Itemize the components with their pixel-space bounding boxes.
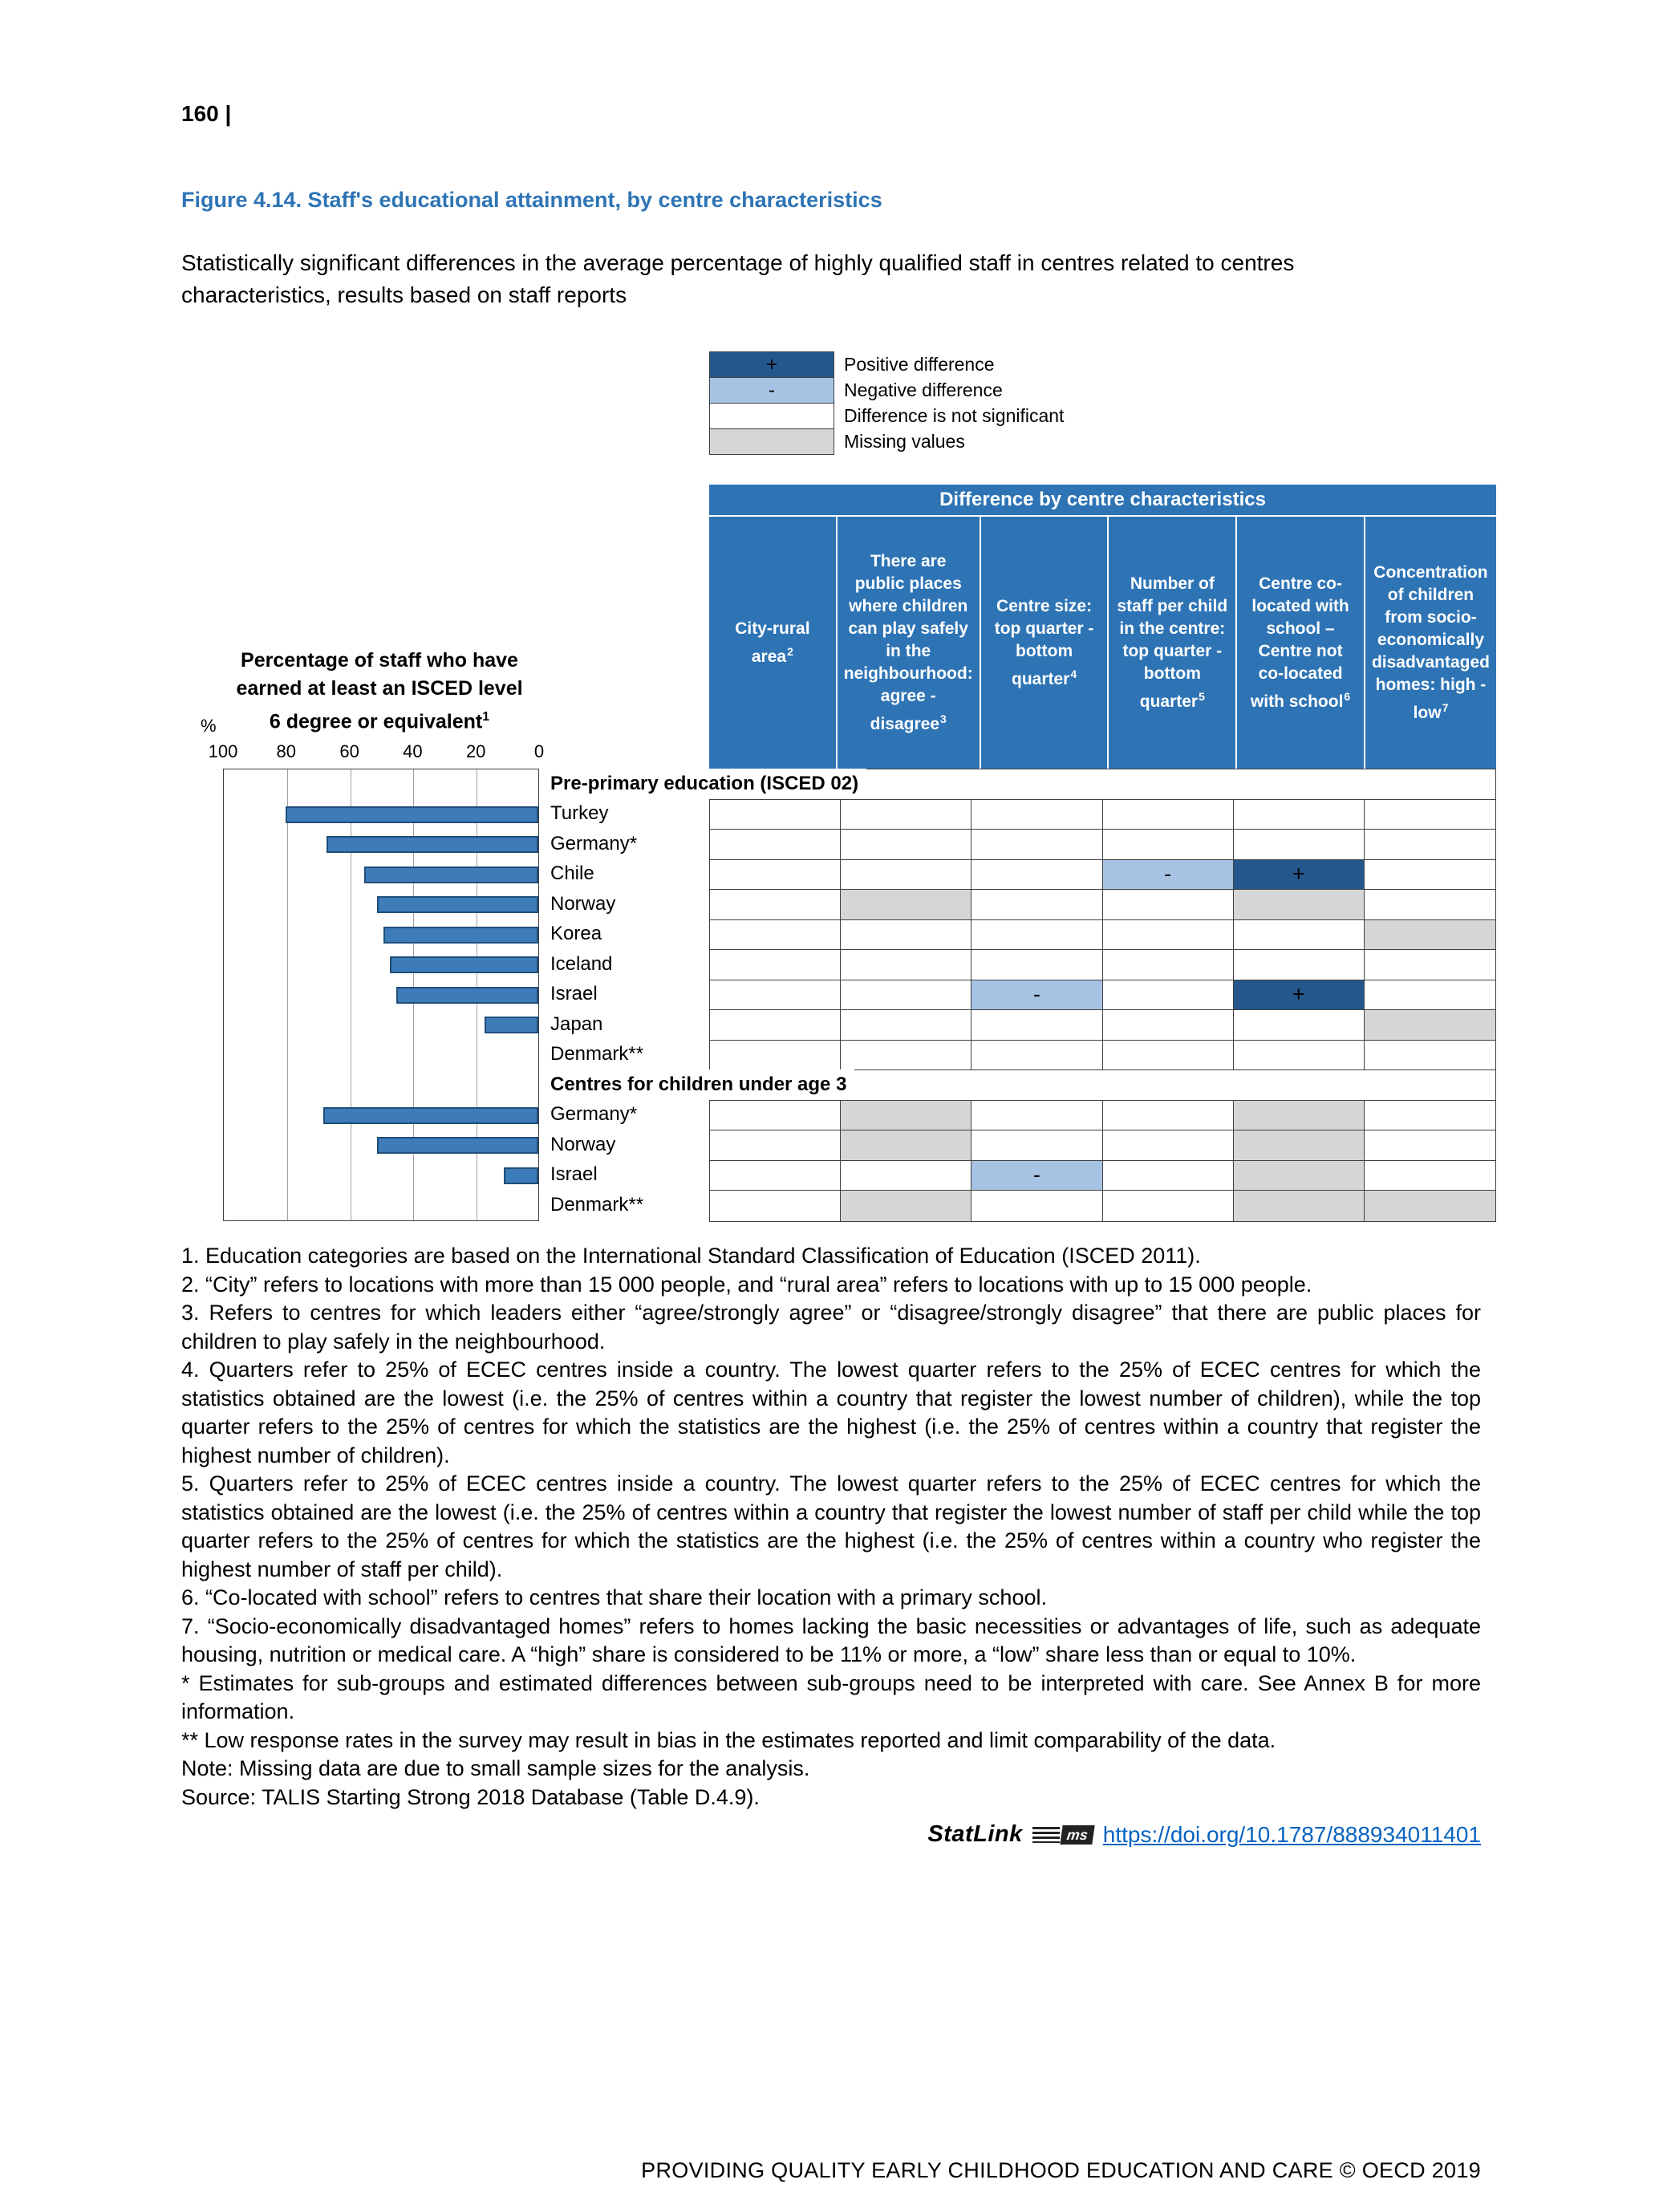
chart-axis-title <box>229 647 529 736</box>
column-header-text: Centre size: top quarter - bottom quarter <box>994 596 1094 688</box>
bar-chile <box>364 867 538 883</box>
page-footer: PROVIDING QUALITY EARLY CHILDHOOD EDUCATION AND CARE © OECD 2019 <box>641 2158 1481 2182</box>
axis-unit-label: % <box>201 716 217 736</box>
diff-cell <box>1103 980 1234 1011</box>
footnote-marker: 1 <box>482 710 490 724</box>
footnote: 2. “City” refers to locations with more than 15 000 people, and “rural area” refers to locations with up to 15 000 people. <box>181 1272 1312 1297</box>
country-label: Israel <box>550 983 598 1005</box>
figure-subtitle: Statistically significant differences in the average percentage of highly qualified staff in centres related to centres characteristics, results based on staff reports <box>181 250 1295 307</box>
bar-germany <box>323 1107 538 1124</box>
diff-cell <box>971 800 1102 830</box>
bar-norway <box>377 896 538 913</box>
diff-cell <box>1234 1010 1365 1041</box>
diff-cell <box>1234 800 1365 830</box>
column-header-text: Concentration of children from socio-economically disadvantaged homes: high - low <box>1371 562 1490 722</box>
diff-cell <box>971 1010 1102 1041</box>
diff-cell <box>841 1191 971 1221</box>
diff-cell <box>1365 1010 1495 1041</box>
diff-cell <box>1365 920 1495 951</box>
diff-cell <box>1234 1101 1365 1131</box>
axis-tick: 20 <box>465 741 486 761</box>
diff-cell <box>1365 1161 1495 1191</box>
country-label: Japan <box>550 1013 603 1035</box>
footnote: ** Low response rates in the survey may result in bias in the estimates reported and limit comparability of the data. <box>181 1727 1276 1752</box>
column-header-centre-size <box>981 517 1108 769</box>
statlink-ms-badge: ms <box>1060 1825 1094 1845</box>
diff-cell <box>1234 1191 1365 1221</box>
diff-cell <box>971 1101 1102 1131</box>
diff-cell <box>1234 950 1365 980</box>
legend-item-not-significant <box>709 403 1064 429</box>
diff-cell <box>1365 860 1495 891</box>
country-label: Denmark** <box>550 1193 644 1216</box>
diff-cell <box>971 1041 1102 1071</box>
legend-label: Difference is not significant <box>844 405 1065 426</box>
chart-axis-title-text: Percentage of staff who have earned at least an ISCED level 6 degree or equivalent <box>236 649 523 733</box>
diff-cell <box>841 1101 971 1131</box>
diff-cell <box>1365 890 1495 920</box>
diff-cell <box>841 860 971 891</box>
country-label: Norway <box>550 1133 616 1155</box>
bar-chart-plot <box>223 769 539 1221</box>
column-header-text: Number of staff per child in the centre: top quarter - bottom quarter <box>1117 574 1228 711</box>
diff-cell: - <box>971 1161 1102 1191</box>
diff-cell <box>1103 1010 1234 1041</box>
diff-cell <box>1103 1191 1234 1221</box>
footnote: 4. Quarters refer to 25% of ECEC centres inside a country. The lowest quarter refers to the 25% of ECEC centres for which the statistics obtained are the lowest (i.e. the 25% of centres within a country that register the lowest number of children), while the top quarter refers to the 25% of centres for which the statistics are the highest (i.e. the 25% of centres within a country that register the highest number of children). <box>181 1358 1481 1467</box>
diff-cell <box>971 890 1102 920</box>
footnote-marker: 6 <box>1344 689 1351 703</box>
page-number: 160 | <box>181 101 232 126</box>
footnote: 7. “Socio-economically disadvantaged homes” refers to homes lacking the basic necessities or advantages of life, such as adequate housing, nutrition or medical care. A “high” share is considered to be 11% or more, a “low” share less than or equal to 10%. <box>181 1613 1481 1666</box>
column-header-city-rural <box>709 517 836 769</box>
diff-cell <box>1365 1041 1495 1071</box>
axis-tick: 80 <box>276 741 297 761</box>
diff-cell <box>1234 830 1365 860</box>
statlink-logo: StatLink <box>927 1821 1023 1847</box>
axis-tick: 100 <box>208 741 238 761</box>
footnote: Note: Missing data are due to small sample sizes for the analysis. <box>181 1756 810 1780</box>
footnote: 3. Refers to centres for which leaders either “agree/strongly agree” or “disagree/strongly disagree” that there are public places for children to play safely in the neighbourhood. <box>181 1301 1481 1354</box>
diff-cell <box>1234 920 1365 951</box>
diff-cell <box>1234 1161 1365 1191</box>
row-labels <box>550 769 859 1221</box>
country-label: Germany* <box>550 832 638 854</box>
diff-cell <box>710 920 841 951</box>
diff-cell <box>841 920 971 951</box>
column-header-text: City-rural area <box>735 619 810 666</box>
legend-swatch-negative: - <box>709 377 834 404</box>
column-header-text: There are public places where children can play safely in the neighbourhood: agree - disagree <box>843 551 973 733</box>
diff-cell <box>710 1161 841 1191</box>
footnote-marker: 5 <box>1199 689 1205 703</box>
diff-cell <box>1103 1041 1234 1071</box>
diff-cell <box>971 860 1102 891</box>
country-label: Denmark** <box>550 1043 644 1065</box>
diff-cell: - <box>1103 860 1234 891</box>
column-header-co-located <box>1237 517 1364 769</box>
diff-cell <box>1234 890 1365 920</box>
diff-cell <box>1365 980 1495 1011</box>
legend-label: Positive difference <box>844 354 995 375</box>
diff-cell <box>710 1191 841 1221</box>
footnote-marker: 3 <box>940 712 947 725</box>
diff-cell <box>841 1041 971 1071</box>
axis-tick: 40 <box>403 741 423 761</box>
country-label: Chile <box>550 862 594 885</box>
diff-cell <box>841 890 971 920</box>
legend-item-negative <box>709 377 1064 404</box>
diff-cell <box>971 1191 1102 1221</box>
country-label: Korea <box>550 923 602 945</box>
diff-cell <box>1103 920 1234 951</box>
section-label: Pre-primary education (ISCED 02) <box>550 769 866 799</box>
diff-cell <box>841 980 971 1011</box>
footnote: Source: TALIS Starting Strong 2018 Database (Table D.4.9). <box>181 1784 760 1809</box>
figure-notes <box>181 1242 1481 1812</box>
legend-swatch-missing <box>709 428 834 455</box>
diff-cell <box>710 1101 841 1131</box>
diff-cell <box>1103 1130 1234 1161</box>
diff-cell <box>841 800 971 830</box>
figure-title: Figure 4.14. Staff's educational attainment, by centre characteristics <box>181 188 882 212</box>
legend-label: Negative difference <box>844 379 1003 400</box>
diff-cell <box>1103 950 1234 980</box>
legend-label: Missing values <box>844 431 965 452</box>
footnote: 5. Quarters refer to 25% of ECEC centres inside a country. The lowest quarter refers to the 25% of ECEC centres for which the statistics obtained are the lowest (i.e. the 25% of centres within a country that register the lowest number of staff per child while the top quarter refers to the 25% of centres for which the statistics are the highest (i.e. the 25% of centres within a country who register the highest number of staff per child). <box>181 1471 1481 1581</box>
diff-cell <box>710 950 841 980</box>
country-label: Iceland <box>550 952 613 975</box>
diff-cell <box>971 1130 1102 1161</box>
diff-cell <box>841 1010 971 1041</box>
diff-cell <box>710 800 841 830</box>
country-label: Turkey <box>550 802 609 825</box>
legend-item-missing <box>709 428 1064 455</box>
diff-cell <box>710 980 841 1011</box>
table-band-title: Difference by centre characteristics <box>709 485 1496 515</box>
bar-iceland <box>390 956 538 973</box>
bar-germany <box>327 836 538 853</box>
footnote: 6. “Co-located with school” refers to centres that share their location with a primary school. <box>181 1585 1047 1609</box>
legend-swatch-not-significant <box>709 403 834 429</box>
diff-cell <box>1365 830 1495 860</box>
bar-israel <box>504 1167 538 1184</box>
difference-grid <box>709 769 1496 1222</box>
diff-cell <box>1103 1101 1234 1131</box>
axis-tick: 0 <box>533 741 545 761</box>
diff-cell <box>1234 1130 1365 1161</box>
diff-cell <box>841 1161 971 1191</box>
axis-tick: 60 <box>339 741 359 761</box>
diff-cell <box>1103 1161 1234 1191</box>
diff-cell <box>1103 890 1234 920</box>
diff-cell <box>971 920 1102 951</box>
statlink-url[interactable]: https://doi.org/10.1787/888934011401 <box>1102 1821 1481 1847</box>
diff-cell <box>710 890 841 920</box>
diff-cell: + <box>1234 860 1365 891</box>
bar-japan <box>485 1017 538 1033</box>
footnote-marker: 4 <box>1070 667 1077 680</box>
statlink-barcode-icon <box>1032 1827 1060 1843</box>
country-label: Israel <box>550 1163 598 1186</box>
diff-cell <box>1365 1101 1495 1131</box>
diff-cell <box>1365 1191 1495 1221</box>
country-label: Norway <box>550 892 616 915</box>
country-label: Germany* <box>550 1103 638 1126</box>
plot-gridline <box>287 769 288 1220</box>
diff-cell <box>1103 800 1234 830</box>
difference-legend <box>709 351 1064 455</box>
legend-item-positive <box>709 351 1064 378</box>
column-header-public-places <box>838 517 980 769</box>
diff-cell <box>1365 950 1495 980</box>
legend-swatch-positive: + <box>709 351 834 378</box>
diff-cell <box>1234 1041 1365 1071</box>
bar-turkey <box>286 806 538 823</box>
diff-cell <box>710 1130 841 1161</box>
diff-cell <box>841 830 971 860</box>
column-headers <box>709 517 1496 769</box>
diff-cell: + <box>1234 980 1365 1011</box>
axis-ticks <box>208 741 545 764</box>
diff-cell <box>710 1041 841 1071</box>
column-header-disadvantaged <box>1365 517 1496 769</box>
section-label: Centres for children under age 3 <box>550 1069 854 1100</box>
statlink-icon <box>1032 1825 1093 1845</box>
footnote-marker: 2 <box>787 644 793 658</box>
diff-cell <box>1365 800 1495 830</box>
diff-cell <box>841 950 971 980</box>
footnote: * Estimates for sub-groups and estimated differences between sub-groups need to be interpreted with care. See Annex B for more information. <box>181 1670 1481 1723</box>
statlink-line <box>927 1821 1481 1848</box>
diff-cell <box>1103 830 1234 860</box>
diff-cell <box>841 1130 971 1161</box>
footnote-marker: 7 <box>1442 700 1449 714</box>
footnote: 1. Education categories are based on the International Standard Classification of Education (ISCED 2011). <box>181 1244 1201 1268</box>
column-header-staff-per-child <box>1109 517 1235 769</box>
diff-cell <box>710 860 841 891</box>
diff-cell <box>1365 1130 1495 1161</box>
diff-cell: - <box>971 980 1102 1011</box>
diff-cell <box>710 1010 841 1041</box>
bar-korea <box>383 927 538 944</box>
diff-cell <box>971 830 1102 860</box>
column-header-text: Centre co-located with school – Centre not co-located with school <box>1250 574 1349 711</box>
diff-cell <box>971 950 1102 980</box>
bar-israel <box>396 987 538 1004</box>
bar-norway <box>377 1137 538 1154</box>
diff-cell <box>710 830 841 860</box>
